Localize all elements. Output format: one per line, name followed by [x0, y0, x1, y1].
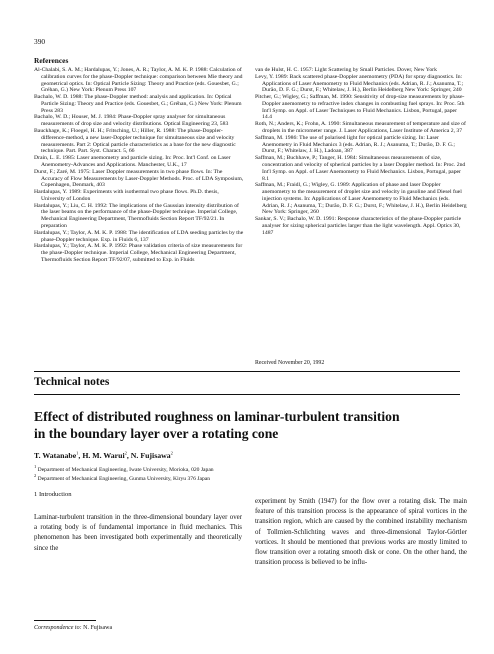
reference-entry: Levy, Y. 1989: Back scattered phase-Doppler anemometry (PDA) for spray diagnostics. In: Applications of Laser Anemometry to Fluid Mechanics (eds. Adrian, R. J.; Asanuma, T.; Durão, D. F. G.; Durst, F.; Whitelaw, J. H.), Berlin Heidelberg New York: Springer, 240 [255, 73, 464, 94]
reference-entry: Saffman, M.; Fraidl, G.; Wigley, G. 1989: Application of phase and laser Doppler anemometry to the measurement of droplet size and velocity in gasoline and Diesel fuel injection systems. In: Applications of Laser Anemometry to Fluid Mechanics (eds. Adrian, R. J.; Asanuma, T.; Durão, D. F. G.; Durst, F.; Whitelaw, J. H.), Berlin Heidelberg New York: Springer, 260 [255, 182, 467, 216]
title-line-1: Effect of distributed roughness on laminar-turbulent transition [34, 409, 400, 424]
reference-entry: Bachalo, W. D.; Houser, M. J. 1984: Phase-Doppler spray analyser for simultaneous measurements of drop size and velocity distributions. Optical Engineering 23, 583 [34, 114, 229, 128]
section-label: Technical notes [34, 376, 110, 388]
footnote-rule [34, 620, 96, 621]
affiliation-text: Department of Mechanical Engineering, Gunma University, Kiryu 376 Japan [37, 476, 211, 482]
reference-entry: Drain, L. E. 1985: Laser anemometry and particle sizing. In: Proc. Int'l Conf. on Laser Anemometry-Advances and Applications. Manchester, U.K., 17 [34, 155, 231, 168]
section-rule-top [34, 371, 460, 372]
affiliation-1 [34, 464, 214, 473]
authors [34, 451, 173, 460]
reference-entry: Al-Chalabi, S. A. M.; Hardalupas, Y.; Jones, A. R.; Taylor, A. M. K. P. 1988: Calculation of calibration curves for the phase-Doppler technique: comparison between Mie theory and geometrical optics. In: Optical Particle Sizing: Theory and Practice (eds. Gouesbet, G.; Gréhan, G.) New York: Plenum Press 107 [34, 67, 243, 94]
reference-entry: Hardalupas, Y.; Taylor, A. M. K. P. 1992: Phase validation criteria of size measurements for the phase-Doppler technique. Imperial College, Mechanical Engineering Department, Thermofluids Section Report TF/92/07, submitted to Exp. in Fluids [34, 243, 243, 263]
reference-entry: Sankar, S. V.; Bachalo, W. D. 1991: Response characteristics of the phase-Doppler particle analyser for sizing spherical particles larger than the light wavelength. Appl. Optics 30, 1487 [255, 216, 462, 236]
correspondence-label: Correspondence to: [34, 625, 82, 631]
reference-entry: Hardalupas, Y. 1989: Experiments with isothermal two phase flows. Ph.D. thesis, University of London [34, 189, 219, 202]
article-title [34, 409, 464, 442]
introduction-text-left: Laminar-turbulent transition in the three-dimensional boundary layer over a rotating body is of fundamental importance in fluid mechanics. This phenomenon has been investigated both experimentally and theoretically since the [34, 514, 242, 552]
introduction-text-right: experiment by Smith (1947) for the flow over a rotating disk. The main feature of this transition process is the appearance of spiral vortices in the transition region, which are caused by the combined instability mechanism of Tollmien-Schlichting waves and three-dimensional Taylor-Görtler vortices. It should be mentioned that previous works are mostly limited to flow transition over a rotating smooth disk or cone. On the other hand, the transition process is believed to be influ- [255, 498, 467, 567]
affiliation-2 [34, 473, 211, 482]
reference-entry: Durst, F.; Zaré, M. 1975: Laser Doppler measurements in two phase flows. In: The Accuracy of Flow Measurements by Laser-Doppler Methods. Proc. of LDA Symposium, Copenhagen, Denmark, 403 [34, 168, 244, 189]
affiliation-marker: 2 [34, 473, 37, 479]
references-left-column [34, 67, 244, 264]
author-name: N. Fujisawa [130, 451, 171, 460]
author-name: H. M. Warui [82, 451, 125, 460]
reference-entry: Pitcher, G.; Wigley, G.; Saffman, M. 1990: Sensitivity of drop-size measurements by phase-Doppler anemometry to refractive index changes in combusting fuel sprays. In: Proc. 5th Int'l Symp. on Appl. of Laser Techniques to Fluid Mechanics. Lisbon, Portugal, paper 14.4 [255, 94, 465, 121]
introduction-heading: 1 Introduction [34, 491, 72, 498]
reference-entry: Hardalupas, Y.; Taylor, A. M. K. P. 1988: The identification of LDA seeding particles by the phase-Doppler technique. Exp. in Fluids 6, 137 [34, 229, 244, 243]
reference-entry: Bachalo, W. D. 1988: The phase-Doppler method: analysis and application. In: Optical Particle Sizing: Theory and Practice (eds. Gouesbet, G.; Gréhan, G.) New York: Plenum Press 283 [34, 94, 242, 114]
author-separator: , [126, 451, 131, 460]
author-affiliation-marker: 2 [170, 450, 173, 456]
reference-entry: Saffman, M.; Buchhave, P.; Tanger, H. 1984: Simultaneous measurements of size, concentration and velocity of spherical particles by a laser Doppler method. In: Proc. 2nd Int'l Symp. on Appl. of Laser Anemometry to Fluid Mechanics. Lisbon, Portugal, paper 8.1 [255, 155, 466, 182]
section-rule-bottom [34, 394, 460, 395]
author-affiliation-marker: 1 [76, 450, 79, 456]
affiliation-marker: 1 [34, 464, 37, 470]
received-date: Received November 20, 1992 [255, 360, 325, 366]
affiliation-text: Department of Mechanical Engineering, Iwate University, Morioka, 020 Japan [37, 467, 214, 473]
references-heading: References [34, 56, 69, 65]
page-number: 390 [34, 37, 46, 46]
author-name: T. Watanabe [34, 451, 77, 460]
references-right-column [255, 67, 467, 237]
reference-entry: Roth, N.; Anders, K.; Frohn, A. 1990: Simultaneous measurement of temperature and size of droplets in the micrometer range. J. Laser Applications, Laser Institute of America 2, 37 [255, 121, 466, 135]
title-line-2: in the boundary layer over a rotating cone [34, 425, 279, 441]
author-separator: , [78, 451, 83, 460]
reference-entry: Hardalupas, Y.; Liu, C. H. 1992: The implications of the Gaussian intensity distribution of the laser beams on the performance of the phase-Doppler technique. Imperial College, Mechanical Engineering Department, Thermofluids Section Report TF/92/21. In preparation [34, 202, 239, 229]
reference-entry: Saffman, M. 1986: The use of polarised light for optical particle sizing. In: Laser Anemometry in Fluid Mechanics 3 (eds. Adrian, R. J.; Asanuma, T.; Durão, D. F. G.; Durst, F.; Whitelaw, J. H.), Ladoan, 387 [255, 134, 455, 155]
reference-entry: Bauckhage, K.; Floegel, H. H.; Fritsching, U.; Hiller, R. 1988: The phase-Doppler-difference-method, a new laser-Doppler technique for simultaneous size and velocity measurements. Part 2: Optical particle characteristics as a base for the new diagnostic technique. Part. Part. Syst. Charact. 5, 66 [34, 128, 236, 155]
reference-entry: van de Hulst, H. C. 1957: Light Scattering by Small Particles. Dover, New York [255, 67, 437, 73]
correspondence-note [34, 625, 112, 631]
correspondence-name: N. Fujisawa [83, 625, 113, 631]
author-affiliation-marker: 2 [124, 450, 127, 456]
